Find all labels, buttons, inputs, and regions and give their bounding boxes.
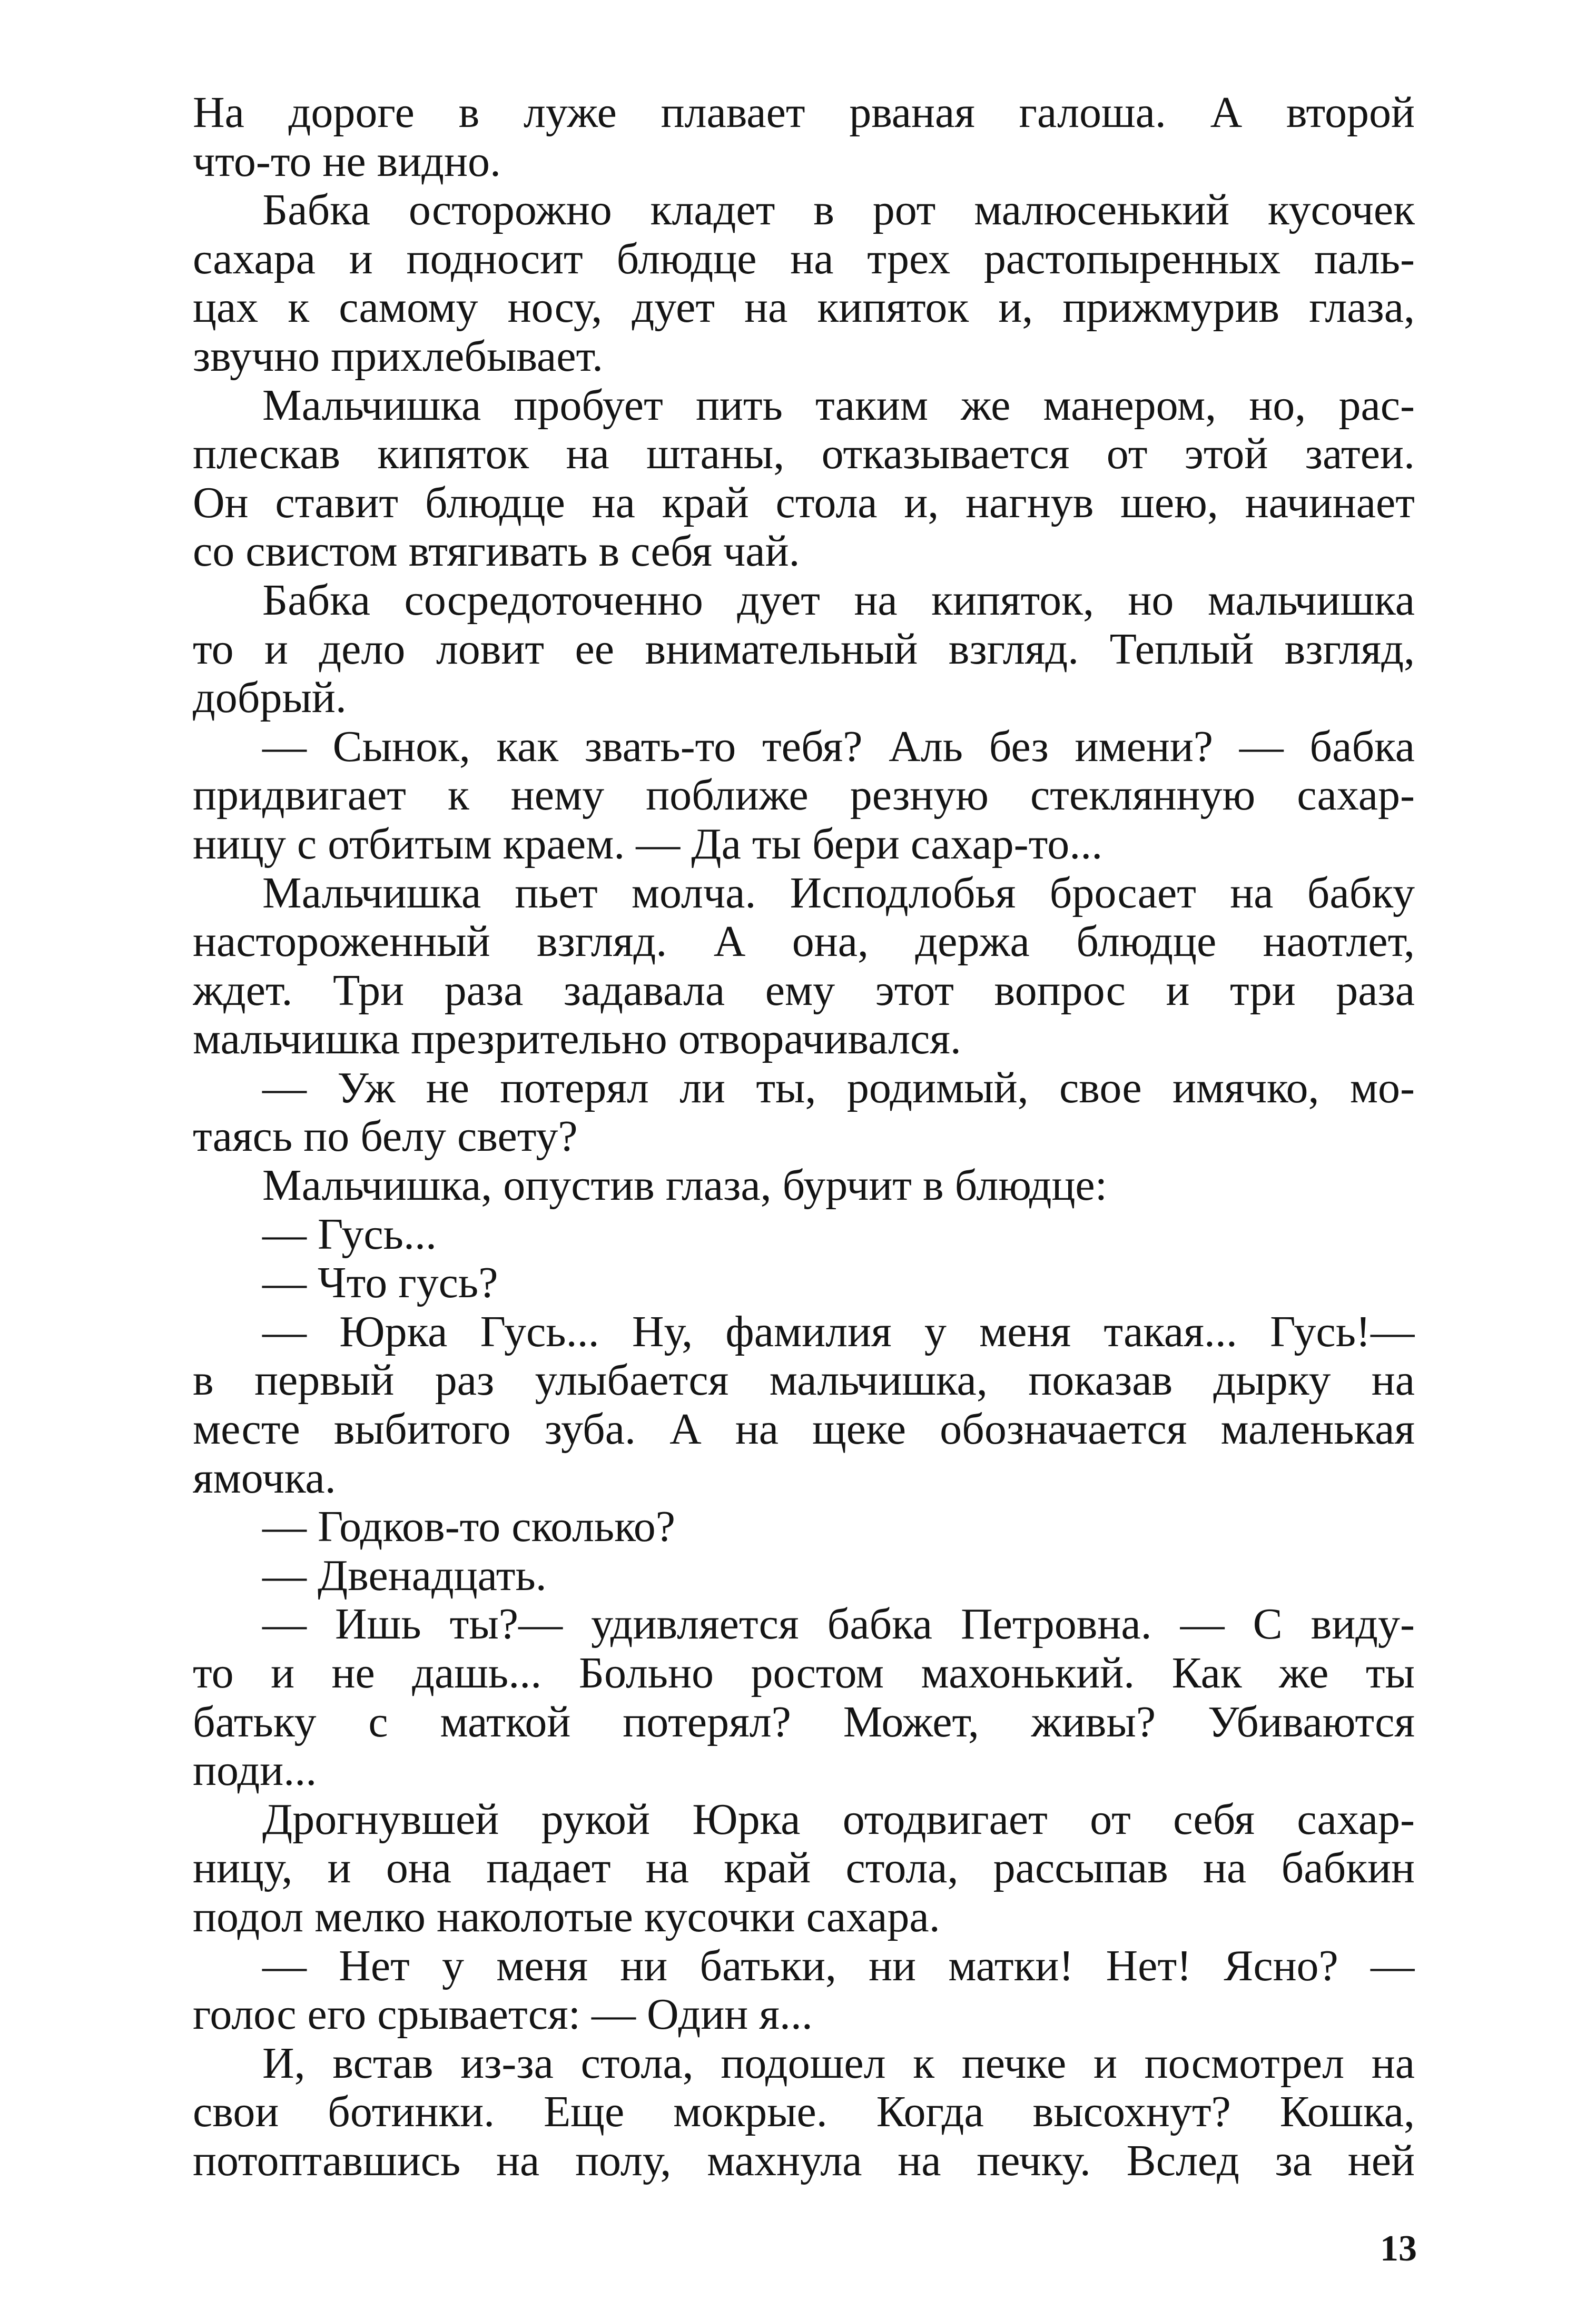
- text-line: Мальчишка пробует пить таким же манером, но, рас-: [262, 381, 1415, 430]
- text-line: звучно прихлебывает.: [193, 332, 603, 381]
- text-line: то и дело ловит ее внимательный взгляд. Теплый взгляд,: [193, 625, 1415, 674]
- text-line: сахара и подносит блюдце на трех растопыренных паль-: [193, 234, 1415, 283]
- text-line: — Годков-то сколько?: [262, 1503, 676, 1552]
- text-line: — Сынок, как звать-то тебя? Аль без имени? — бабка: [262, 722, 1415, 771]
- text-line: — Юрка Гусь... Ну, фамилия у меня такая... Гусь!—: [262, 1307, 1415, 1356]
- text-line: — Двенадцать.: [262, 1551, 547, 1600]
- text-line: придвигает к нему поближе резную стеклянную сахар-: [193, 771, 1415, 820]
- text-line: И, встав из-за стола, подошел к печке и посмотрел на: [262, 2039, 1415, 2088]
- text-line: мальчишка презрительно отворачивался.: [193, 1015, 961, 1064]
- page-number: 13: [1380, 2228, 1417, 2269]
- text-line: — Уж не потерял ли ты, родимый, свое имячко, мо-: [262, 1063, 1415, 1112]
- text-line: Дрогнувшей рукой Юрка отодвигает от себя сахар-: [262, 1795, 1415, 1844]
- text-line: ницу, и она падает на край стола, рассыпав на бабкин: [193, 1844, 1415, 1893]
- text-line: добрый.: [193, 674, 347, 723]
- text-line: что-то не видно.: [193, 137, 501, 186]
- text-line: ждет. Три раза задавала ему этот вопрос и три раза: [193, 966, 1415, 1015]
- text-line: Мальчишка, опустив глаза, бурчит в блюдце:: [262, 1161, 1108, 1210]
- text-line: ямочка.: [193, 1454, 336, 1503]
- text-line: Бабка осторожно кладет в рот малюсенький кусочек: [262, 186, 1415, 235]
- text-line: поди...: [193, 1746, 317, 1795]
- text-line: настороженный взгляд. А она, держа блюдце наотлет,: [193, 917, 1415, 966]
- text-line: свои ботинки. Еще мокрые. Когда высохнут? Кошка,: [193, 2088, 1415, 2137]
- text-line: — Ишь ты?— удивляется бабка Петровна. — С виду-: [262, 1600, 1415, 1649]
- text-line: — Гусь...: [262, 1210, 437, 1259]
- book-page: [193, 88, 1415, 2186]
- text-line: — Что гусь?: [262, 1259, 498, 1308]
- text-line: голос его срывается: — Один я...: [193, 1990, 813, 2039]
- text-line: потоптавшись на полу, махнула на печку. Вслед за ней: [193, 2136, 1415, 2185]
- text-line: цах к самому носу, дует на кипяток и, прижмурив глаза,: [193, 283, 1415, 332]
- text-line: Он ставит блюдце на край стола и, нагнув шею, начинает: [193, 478, 1415, 527]
- text-line: со свистом втягивать в себя чай.: [193, 527, 800, 576]
- text-line: месте выбитого зуба. А на щеке обозначается маленькая: [193, 1405, 1415, 1454]
- text-line: Мальчишка пьет молча. Исподлобья бросает на бабку: [262, 868, 1415, 917]
- text-line: то и не дашь... Больно ростом махонький. Как же ты: [193, 1649, 1415, 1697]
- text-line: — Нет у меня ни батьки, ни матки! Нет! Ясно? —: [262, 1941, 1415, 1990]
- text-line: плескав кипяток на штаны, отказывается от этой затеи.: [193, 430, 1415, 479]
- text-line: На дороге в луже плавает рваная галоша. А второй: [193, 88, 1415, 137]
- text-line: в первый раз улыбается мальчишка, показав дырку на: [193, 1356, 1415, 1405]
- text-line: подол мелко наколотые кусочки сахара.: [193, 1892, 940, 1941]
- text-line: батьку с маткой потерял? Может, живы? Убиваются: [193, 1697, 1415, 1746]
- text-line: ницу с отбитым краем. — Да ты бери сахар-то...: [193, 820, 1103, 868]
- text-line: таясь по белу свету?: [193, 1112, 578, 1161]
- text-line: Бабка сосредоточенно дует на кипяток, но мальчишка: [262, 576, 1415, 625]
